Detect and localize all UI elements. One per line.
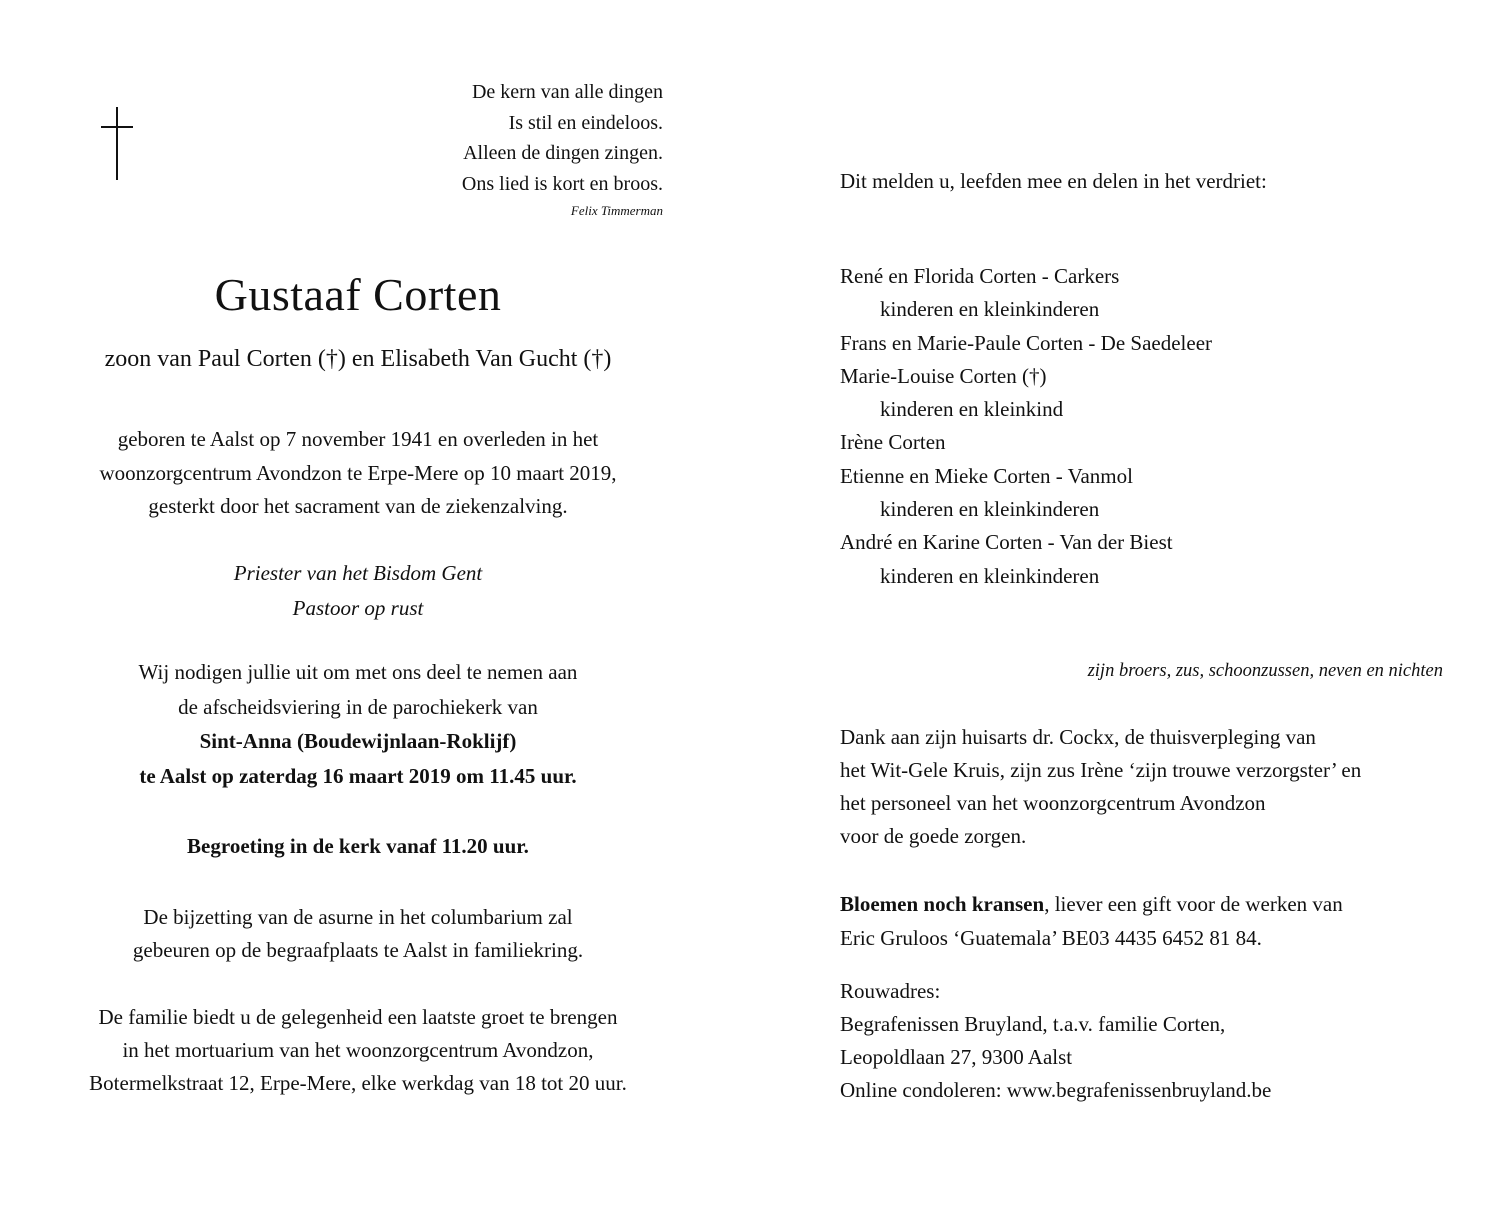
poem-line: Alleen de dingen zingen.	[463, 142, 663, 164]
text-line: voor de goede zorgen.	[840, 824, 1027, 848]
text-line: de afscheidsviering in de parochiekerk van	[178, 694, 538, 719]
family-member: Frans en Marie-Paule Corten - De Saedeleer	[840, 330, 1213, 355]
church-name: Sint-Anna (Boudewijnlaan-Roklijf)	[199, 729, 517, 753]
text-line: Botermelkstraat 12, Erpe-Mere, elke werkdag van 18 tot 20 uur.	[89, 1071, 627, 1095]
text-line: geboren te Aalst op 7 november 1941 en overleden in het	[117, 427, 599, 451]
poem-line: Is stil en eindeloos.	[508, 111, 663, 134]
birth-death-info	[40, 423, 676, 524]
poem-line: De kern van alle dingen	[471, 81, 663, 103]
text-line: gesterkt door het sacrament van de ziekenzalving.	[148, 494, 568, 518]
family-member: André en Karine Corten - Van der Biest	[840, 530, 1173, 555]
cross-icon	[101, 107, 133, 180]
announcement-intro: Dit melden u, leefden mee en delen in het verdriet:	[840, 169, 1267, 193]
family-member: Etienne en Mieke Corten - Vanmol	[840, 463, 1133, 488]
flowers-rest: , liever een gift voor de werken van	[1044, 892, 1343, 916]
greeting-time: Begroeting in de kerk vanaf 11.20 uur.	[187, 834, 529, 858]
family-descendants: kinderen en kleinkinderen	[880, 497, 1100, 522]
text-line: woonzorgcentrum Avondzon te Erpe-Mere op 10 maart 2019,	[99, 460, 617, 485]
titles	[40, 556, 676, 626]
flowers-bold: Bloemen noch kransen	[840, 892, 1045, 916]
text-line: Wij nodigen jullie uit om met ons deel te nemen aan	[138, 660, 578, 684]
poem-author: Felix Timmerman	[570, 203, 663, 218]
interment-info	[40, 901, 676, 967]
mourning-address	[840, 975, 1271, 1107]
title-line: Pastoor op rust	[292, 596, 424, 620]
family-member: Marie-Louise Corten (†)	[840, 363, 1047, 388]
text-line: het Wit-Gele Kruis, zijn zus Irène ‘zijn trouwe verzorgster’ en	[840, 758, 1362, 782]
text-line: De bijzetting van de asurne in het columbarium zal	[143, 905, 573, 929]
relation-note: zijn broers, zus, schoonzussen, neven en nichten	[1087, 661, 1443, 681]
visitation-info	[40, 1001, 676, 1100]
text-line: Eric Gruloos ‘Guatemala’ BE03 4435 6452 81 84.	[840, 926, 1262, 950]
title-line: Priester van het Bisdom Gent	[233, 561, 483, 585]
poem-line: Ons lied is kort en broos.	[461, 172, 663, 195]
address-line: Leopoldlaan 27, 9300 Aalst	[840, 1045, 1073, 1069]
family-descendants: kinderen en kleinkinderen	[880, 563, 1100, 588]
poem	[462, 77, 663, 223]
family-descendants: kinderen en kleinkind	[880, 397, 1064, 422]
text-line: Dank aan zijn huisarts dr. Cockx, de thuisverpleging van	[840, 725, 1316, 749]
text-line: in het mortuarium van het woonzorgcentrum Avondzon,	[122, 1038, 594, 1062]
family-member: Irène Corten	[840, 430, 946, 455]
address-line: Online condoleren: www.begrafenissenbruyland.be	[840, 1078, 1272, 1102]
text-line: gebeuren op de begraafplaats te Aalst in familiekring.	[132, 938, 584, 962]
text-line: De familie biedt u de gelegenheid een laatste groet te brengen	[98, 1005, 618, 1029]
flowers-note	[840, 887, 1343, 955]
thanks-note	[840, 721, 1361, 853]
deceased-parents: zoon van Paul Corten (†) en Elisabeth Van Gucht (†)	[104, 346, 612, 372]
service-datetime: te Aalst op zaterdag 16 maart 2019 om 11.45 uur.	[139, 763, 577, 788]
family-member: René en Florida Corten - Carkers	[840, 264, 1120, 288]
text-line	[840, 887, 1343, 921]
deceased-name: Gustaaf Corten	[214, 269, 502, 320]
address-line: Begrafenissen Bruyland, t.a.v. familie Corten,	[840, 1012, 1226, 1036]
invitation	[40, 655, 676, 793]
family-list	[840, 260, 1212, 593]
address-line: Rouwadres:	[840, 979, 941, 1003]
text-line: het personeel van het woonzorgcentrum Avondzon	[840, 791, 1266, 815]
family-descendants: kinderen en kleinkinderen	[880, 297, 1100, 322]
